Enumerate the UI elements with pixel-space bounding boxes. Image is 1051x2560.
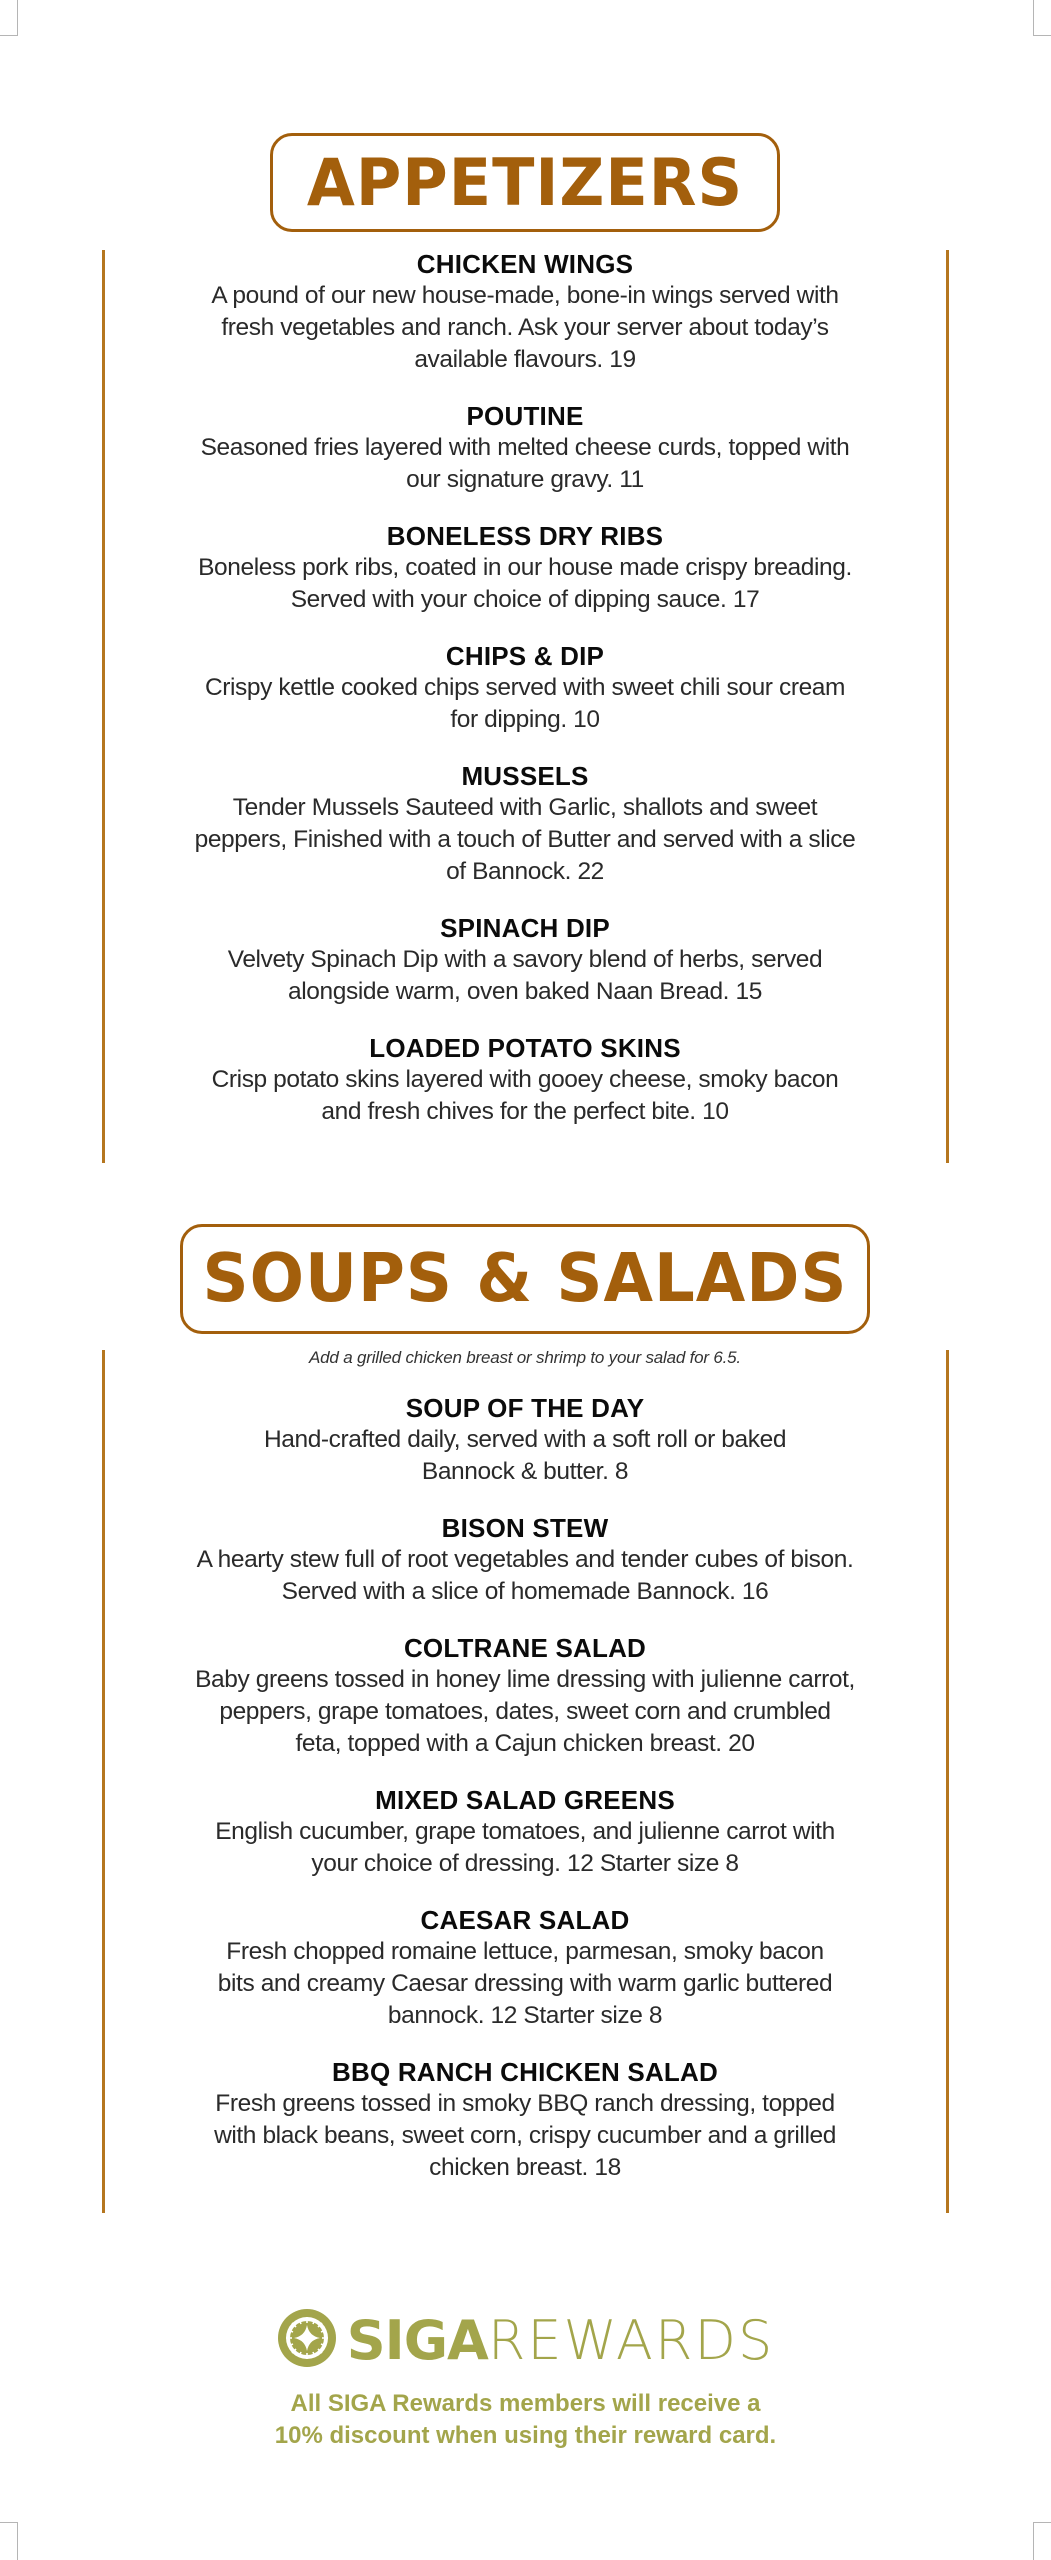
- logo-rewards-text: REWARDS: [487, 2308, 775, 2372]
- crop-mark-bottom-right: [1033, 2522, 1051, 2560]
- menu-item-description: your choice of dressing. 12 Starter size 8: [311, 1850, 739, 1877]
- crop-mark-top-left: [0, 0, 18, 36]
- menu-item-description: bits and creamy Caesar dressing with warm garlic buttered: [217, 1970, 833, 1997]
- menu-item-description: and fresh chives for the perfect bite. 10: [321, 1098, 729, 1125]
- menu-item-name: BONELESS DRY RIBS: [386, 521, 664, 551]
- menu-item-description: our signature gravy. 11: [406, 466, 644, 493]
- menu-item: [110, 1784, 940, 1880]
- menu-item-name: CAESAR SALAD: [420, 1905, 630, 1935]
- soups-salads-list: [110, 1348, 940, 2208]
- menu-item: [110, 1392, 940, 1488]
- section-title-appetizers: [270, 133, 780, 232]
- menu-item-description: Boneless pork ribs, coated in our house made crispy breading.: [198, 554, 852, 581]
- menu-item-description: Velvety Spinach Dip with a savory blend of herbs, served: [227, 946, 823, 973]
- menu-item-description: Hand-crafted daily, served with a soft roll or baked: [263, 1426, 787, 1453]
- divider-right-soups: [946, 1350, 949, 2213]
- menu-item-name: SPINACH DIP: [440, 913, 610, 943]
- menu-item: [110, 2056, 940, 2184]
- menu-item-description: bannock. 12 Starter size 8: [387, 2002, 663, 2029]
- menu-item-description: of Bannock. 22: [446, 858, 604, 885]
- menu-item-description: for dipping. 10: [450, 706, 600, 733]
- menu-item-name: COLTRANE SALAD: [403, 1633, 647, 1663]
- menu-item: [110, 248, 940, 376]
- menu-item-name: MUSSELS: [461, 761, 589, 791]
- menu-item-description: Fresh chopped romaine lettuce, parmesan, smoky bacon: [226, 1938, 824, 1965]
- menu-item-description: available flavours. 19: [414, 346, 636, 373]
- menu-item: [110, 1032, 940, 1128]
- menu-item-name: BBQ RANCH CHICKEN SALAD: [332, 2057, 718, 2087]
- menu-item-description: Served with your choice of dipping sauce. 17: [290, 586, 760, 613]
- menu-item: [110, 1632, 940, 1760]
- menu-item: [110, 912, 940, 1008]
- menu-item-description: chicken breast. 18: [429, 2154, 621, 2181]
- menu-item-description: Crisp potato skins layered with gooey cheese, smoky bacon: [211, 1066, 839, 1093]
- menu-item-description: peppers, Finished with a touch of Butter and served with a slice: [194, 826, 856, 853]
- menu-item-description: Baby greens tossed in honey lime dressing with julienne carrot,: [195, 1666, 855, 1693]
- menu-item-name: MIXED SALAD GREENS: [375, 1785, 675, 1815]
- menu-item-description: Bannock & butter. 8: [421, 1458, 629, 1485]
- menu-item-name: CHICKEN WINGS: [416, 249, 634, 279]
- menu-item-description: A hearty stew full of root vegetables and tender cubes of bison.: [196, 1546, 854, 1573]
- menu-item: [110, 1512, 940, 1608]
- siga-rewards-block: [0, 2300, 1051, 2452]
- salad-addon-note: Add a grilled chicken breast or shrimp to your salad for 6.5.: [309, 1348, 741, 1367]
- crop-mark-top-right: [1033, 0, 1051, 36]
- section-title-text: APPETIZERS: [306, 144, 744, 221]
- menu-item-description: peppers, grape tomatoes, dates, sweet corn and crumbled: [219, 1698, 831, 1725]
- crop-mark-bottom-left: [0, 2522, 18, 2560]
- menu-item-description: A pound of our new house-made, bone-in wings served with: [211, 282, 839, 309]
- divider-left-soups: [102, 1350, 105, 2213]
- rewards-text-line: All SIGA Rewards members will receive a: [290, 2390, 761, 2417]
- menu-item-description: Tender Mussels Sauteed with Garlic, shallots and sweet: [232, 794, 818, 821]
- section-title-text: SOUPS & SALADS: [202, 1240, 848, 1318]
- menu-item-description: with black beans, sweet corn, crispy cucumber and a grilled: [214, 2122, 836, 2149]
- divider-left-appetizers: [102, 250, 105, 1163]
- menu-item-description: alongside warm, oven baked Naan Bread. 15: [288, 978, 762, 1005]
- appetizers-list: [110, 248, 940, 1152]
- menu-item: [110, 760, 940, 888]
- menu-item-name: BISON STEW: [441, 1513, 609, 1543]
- menu-item-name: LOADED POTATO SKINS: [369, 1033, 681, 1063]
- menu-item-description: Crispy kettle cooked chips served with sweet chili sour cream: [204, 674, 846, 701]
- rewards-text-line: 10% discount when using their reward card.: [274, 2422, 777, 2449]
- menu-item: [110, 520, 940, 616]
- menu-item-description: Fresh greens tossed in smoky BBQ ranch dressing, topped: [215, 2090, 835, 2117]
- divider-right-appetizers: [946, 250, 949, 1163]
- menu-item: [110, 400, 940, 496]
- siga-rewards-logo: [0, 2300, 1051, 2380]
- menu-item-name: SOUP OF THE DAY: [405, 1393, 645, 1423]
- menu-item-name: CHIPS & DIP: [445, 641, 605, 671]
- menu-item: [110, 640, 940, 736]
- sun-star-icon: [277, 2308, 337, 2373]
- rewards-discount-text: [0, 2388, 1051, 2452]
- menu-item-description: feta, topped with a Cajun chicken breast. 20: [295, 1730, 755, 1757]
- menu-item-description: English cucumber, grape tomatoes, and julienne carrot with: [215, 1818, 835, 1845]
- menu-item-description: fresh vegetables and ranch. Ask your server about today’s: [221, 314, 829, 341]
- menu-item-description: Seasoned fries layered with melted cheese curds, topped with: [200, 434, 850, 461]
- menu-item-name: POUTINE: [466, 401, 584, 431]
- logo-siga-text: SIGA: [346, 2308, 488, 2372]
- menu-item: [110, 1904, 940, 2032]
- menu-item-description: Served with a slice of homemade Bannock. 16: [281, 1578, 769, 1605]
- section-title-soups-salads: [180, 1224, 870, 1334]
